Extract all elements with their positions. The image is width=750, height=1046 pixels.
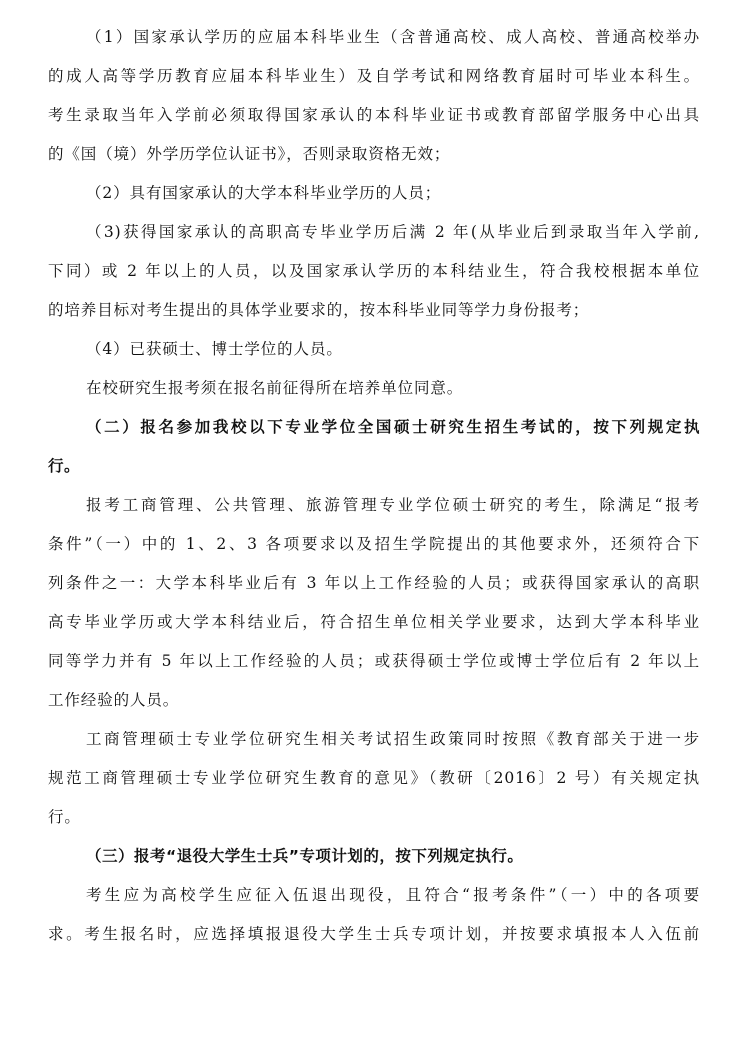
text-line: 行。	[48, 808, 81, 826]
text-line: 下同）或 2 年以上的人员，以及国家承认学历的本科结业生，符合我校根据本单位	[48, 262, 700, 280]
text-line: 求。考生报名时，应选择填报退役大学生士兵专项计划，并按要求填报本人入伍前	[48, 925, 700, 943]
text-line: （4）已获硕士、博士学位的人员。	[86, 340, 343, 358]
section-heading: （二）报名参加我校以下专业学位全国硕士研究生招生考试的，按下列规定执	[86, 418, 700, 436]
text-line: 在校研究生报考须在报名前征得所在培养单位同意。	[86, 379, 464, 397]
text-line: 条件”（一）中的 1、2、3 各项要求以及招生学院提出的其他要求外，还须符合下	[48, 535, 700, 553]
text-line: 的《国（境）外学历学位认证书》，否则录取资格无效；	[48, 145, 451, 163]
text-line: 报考工商管理、公共管理、旅游管理专业学位硕士研究的考生，除满足“报考	[86, 496, 700, 514]
text-line: 高专毕业学历或大学本科结业后，符合招生单位相关学业要求，达到大学本科毕业	[48, 613, 700, 631]
text-line: 的培养目标对考生提出的具体学业要求的，按本科毕业同等学力身份报考；	[48, 301, 590, 319]
text-line: 工商管理硕士专业学位研究生相关考试招生政策同时按照《教育部关于进一步	[86, 730, 700, 748]
text-line: （2）具有国家承认的大学本科毕业学历的人员；	[86, 184, 442, 202]
text-line: 规范工商管理硕士专业学位研究生教育的意见》（教研〔2016〕2 号）有关规定执	[48, 769, 700, 787]
text-line: 考生录取当年入学前必须取得国家承认的本科毕业证书或教育部留学服务中心出具	[48, 106, 700, 124]
text-line: 同等学力并有 5 年以上工作经验的人员；或获得硕士学位或博士学位后有 2 年以上	[48, 652, 700, 670]
text-line: （3)获得国家承认的高职高专毕业学历后满 2 年(从毕业后到录取当年入学前,	[86, 223, 700, 241]
text-line: 考生应为高校学生应征入伍退出现役，且符合“报考条件”（一）中的各项要	[86, 886, 700, 904]
section-heading: （三）报考“退役大学生士兵”专项计划的，按下列规定执行。	[86, 847, 524, 865]
text-line: 列条件之一：大学本科毕业后有 3 年以上工作经验的人员；或获得国家承认的高职	[48, 574, 700, 592]
section-heading: 行。	[48, 457, 81, 475]
text-line: 工作经验的人员。	[48, 691, 180, 709]
text-line: （1）国家承认学历的应届本科毕业生（含普通高校、成人高校、普通高校举办	[86, 28, 700, 46]
text-line: 的成人高等学历教育应届本科毕业生）及自学考试和网络教育届时可毕业本科生。	[48, 67, 700, 85]
